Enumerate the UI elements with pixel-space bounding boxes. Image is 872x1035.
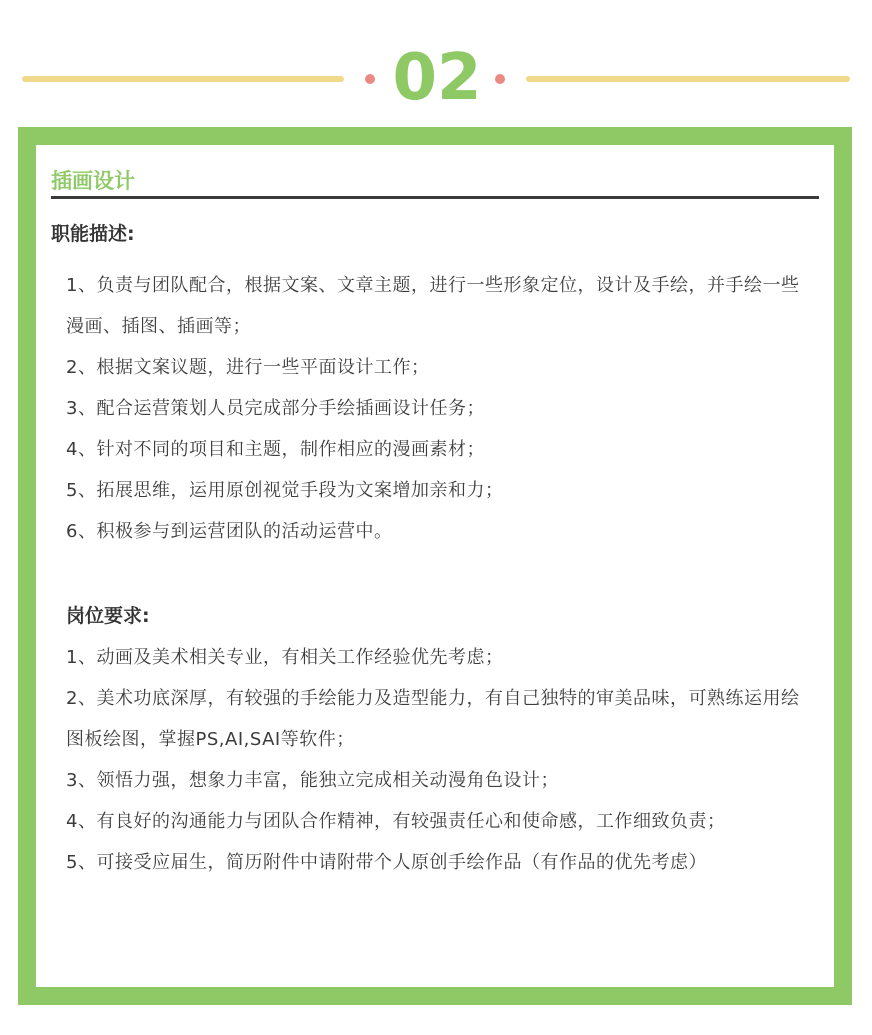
- requirement-item: 3、领悟力强，想象力丰富，能独立完成相关动漫角色设计；: [66, 770, 559, 791]
- requirement-item: 2、美术功底深厚，有较强的手绘能力及造型能力，有自己独特的审美品味，可熟练运用绘图板绘图，掌握PS,AI,SAI等软件；: [66, 688, 800, 750]
- duty-item: 2、根据文案议题，进行一些平面设计工作；: [66, 357, 430, 378]
- decorative-line-right: [526, 76, 850, 82]
- duty-item: 6、积极参与到运营团队的活动运营中。: [66, 521, 393, 542]
- job-title: 插画设计: [51, 169, 135, 193]
- duties-heading: 职能描述:: [51, 223, 135, 245]
- decorative-dot-right: [495, 74, 505, 84]
- job-card: [36, 145, 834, 987]
- title-divider: [51, 196, 819, 199]
- decorative-line-left: [22, 76, 344, 82]
- requirement-item: 1、动画及美术相关专业，有相关工作经验优先考虑；: [66, 647, 504, 668]
- requirement-item: 4、有良好的沟通能力与团队合作精神，有较强责任心和使命感，工作细致负责；: [66, 811, 726, 832]
- duties-list: [66, 265, 811, 552]
- decorative-dot-left: [365, 74, 375, 84]
- duty-item: 4、针对不同的项目和主题，制作相应的漫画素材；: [66, 439, 485, 460]
- requirements-list: [66, 637, 811, 883]
- section-number: 02: [392, 41, 482, 115]
- duty-item: 1、负责与团队配合，根据文案、文章主题，进行一些形象定位，设计及手绘，并手绘一些漫画、插图、插画等；: [66, 275, 800, 337]
- requirement-item: 5、可接受应届生，简历附件中请附带个人原创手绘作品（有作品的优先考虑）: [66, 852, 707, 873]
- section-header: [0, 40, 872, 120]
- duty-item: 3、配合运营策划人员完成部分手绘插画设计任务；: [66, 398, 485, 419]
- green-frame: [18, 127, 852, 1005]
- duty-item: 5、拓展思维，运用原创视觉手段为文案增加亲和力；: [66, 480, 504, 501]
- requirements-heading: 岗位要求:: [66, 605, 150, 627]
